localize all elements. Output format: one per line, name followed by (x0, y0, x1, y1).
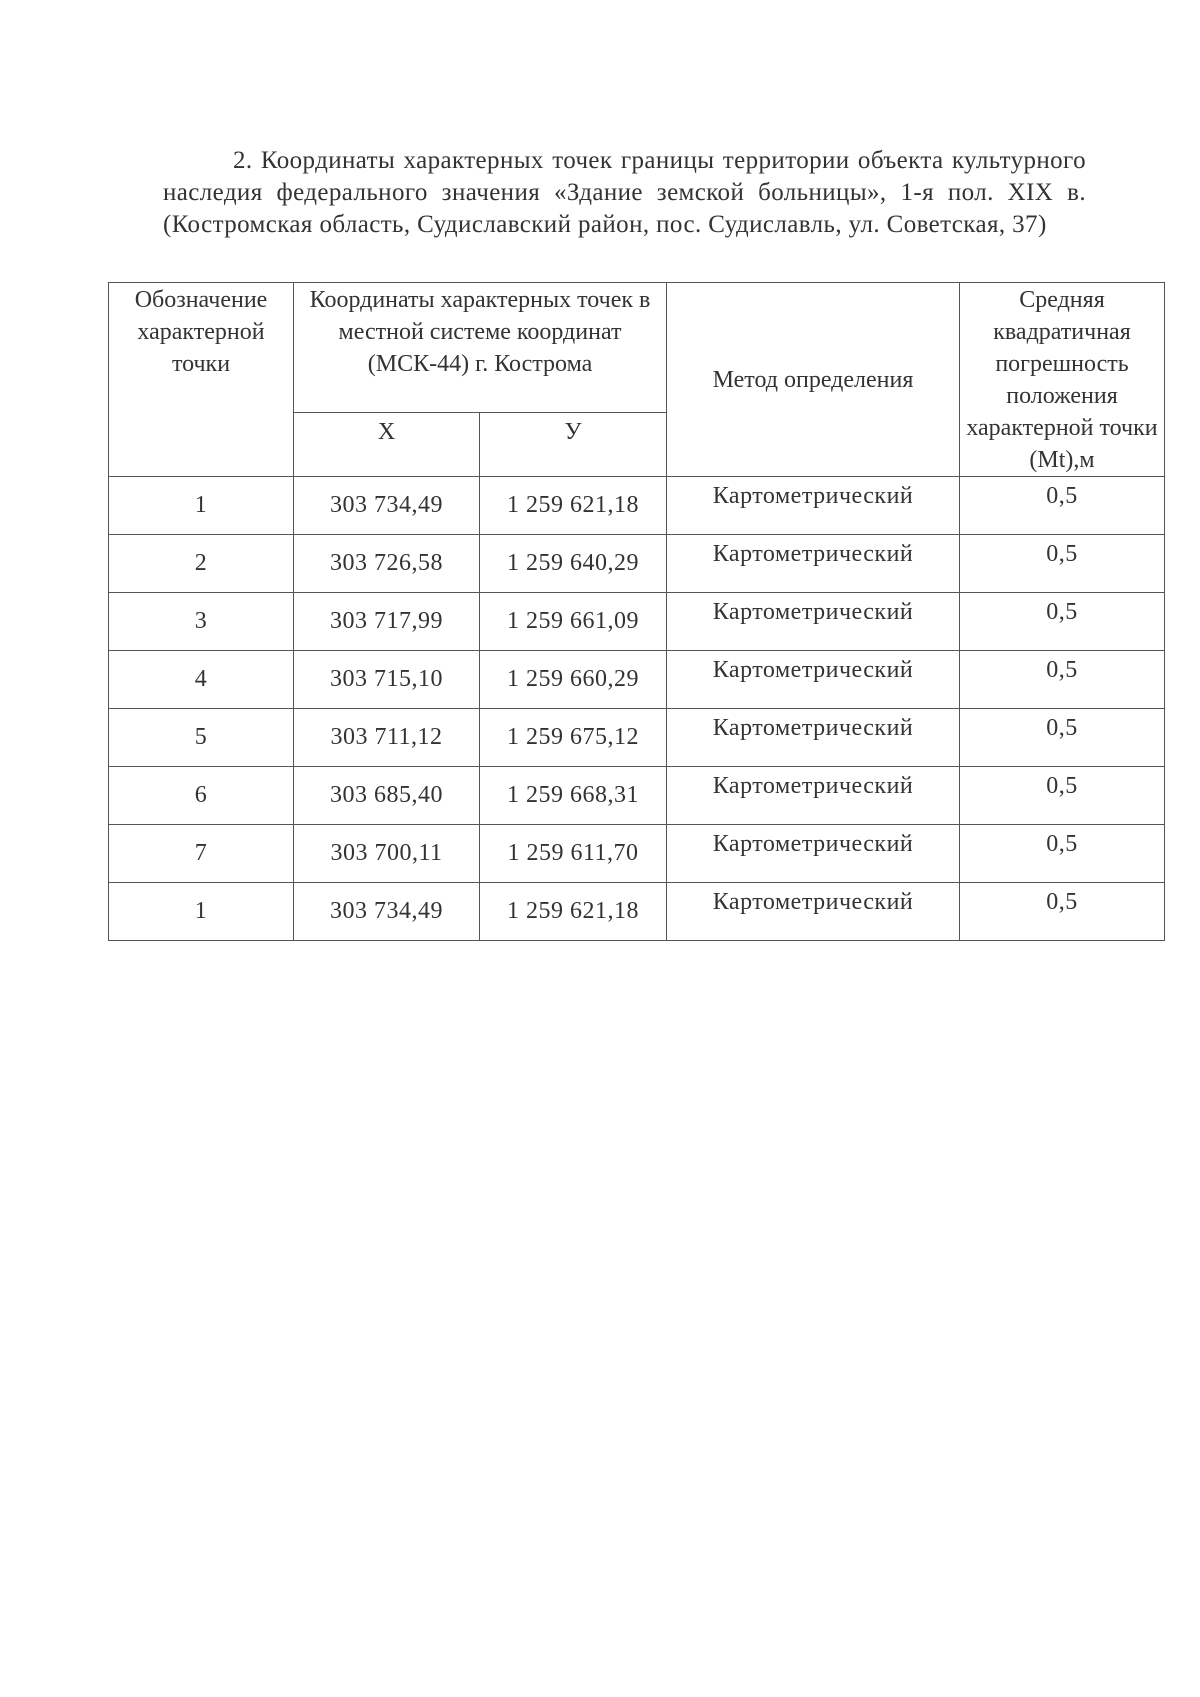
cell-y: 1 259 640,29 (480, 535, 667, 593)
table-row (109, 883, 1165, 941)
cell-error: 0,5 (960, 767, 1165, 825)
cell-x: 303 715,10 (294, 651, 480, 709)
cell-error: 0,5 (960, 883, 1165, 941)
table-row (109, 825, 1165, 883)
cell-x: 303 734,49 (294, 883, 480, 941)
table-row (109, 593, 1165, 651)
header-method: Метод определения (667, 283, 960, 477)
cell-method: Картометрический (667, 883, 960, 941)
header-point: Обозначение характерной точки (109, 283, 294, 477)
cell-method: Картометрический (667, 651, 960, 709)
cell-y: 1 259 621,18 (480, 477, 667, 535)
cell-y: 1 259 611,70 (480, 825, 667, 883)
cell-y: 1 259 661,09 (480, 593, 667, 651)
cell-point: 1 (109, 883, 294, 941)
cell-y: 1 259 668,31 (480, 767, 667, 825)
table-row (109, 709, 1165, 767)
cell-x: 303 711,12 (294, 709, 480, 767)
cell-error: 0,5 (960, 709, 1165, 767)
cell-y: 1 259 675,12 (480, 709, 667, 767)
coordinates-table (108, 282, 1165, 941)
cell-error: 0,5 (960, 825, 1165, 883)
cell-error: 0,5 (960, 593, 1165, 651)
cell-method: Картометрический (667, 535, 960, 593)
table-row (109, 477, 1165, 535)
cell-method: Картометрический (667, 709, 960, 767)
cell-method: Картометрический (667, 477, 960, 535)
cell-point: 7 (109, 825, 294, 883)
header-x: Х (294, 413, 480, 477)
cell-point: 3 (109, 593, 294, 651)
cell-point: 5 (109, 709, 294, 767)
cell-x: 303 685,40 (294, 767, 480, 825)
table-row (109, 651, 1165, 709)
cell-error: 0,5 (960, 535, 1165, 593)
cell-error: 0,5 (960, 651, 1165, 709)
cell-x: 303 734,49 (294, 477, 480, 535)
cell-y: 1 259 621,18 (480, 883, 667, 941)
cell-method: Картометрический (667, 767, 960, 825)
header-y: У (480, 413, 667, 477)
cell-point: 4 (109, 651, 294, 709)
cell-y: 1 259 660,29 (480, 651, 667, 709)
cell-point: 2 (109, 535, 294, 593)
cell-error: 0,5 (960, 477, 1165, 535)
cell-point: 1 (109, 477, 294, 535)
cell-x: 303 700,11 (294, 825, 480, 883)
header-error: Средняя квадратичная погрешность положения характерной точки (Mt),м (960, 283, 1165, 477)
table-row (109, 767, 1165, 825)
table-row (109, 535, 1165, 593)
cell-method: Картометрический (667, 825, 960, 883)
cell-x: 303 726,58 (294, 535, 480, 593)
cell-point: 6 (109, 767, 294, 825)
cell-method: Картометрический (667, 593, 960, 651)
header-coords: Координаты характерных точек в местной системе координат (МСК-44) г. Кострома (294, 283, 667, 413)
section-heading-text: 2. Координаты характерных точек границы территории объекта культурного наследия федерального значения «Здание земской больницы», 1-я пол. XIX в. (Костромская область, Судиславский район, пос. Судиславль, ул. Советская, 37) (163, 147, 1086, 238)
section-heading (163, 145, 1086, 241)
cell-x: 303 717,99 (294, 593, 480, 651)
